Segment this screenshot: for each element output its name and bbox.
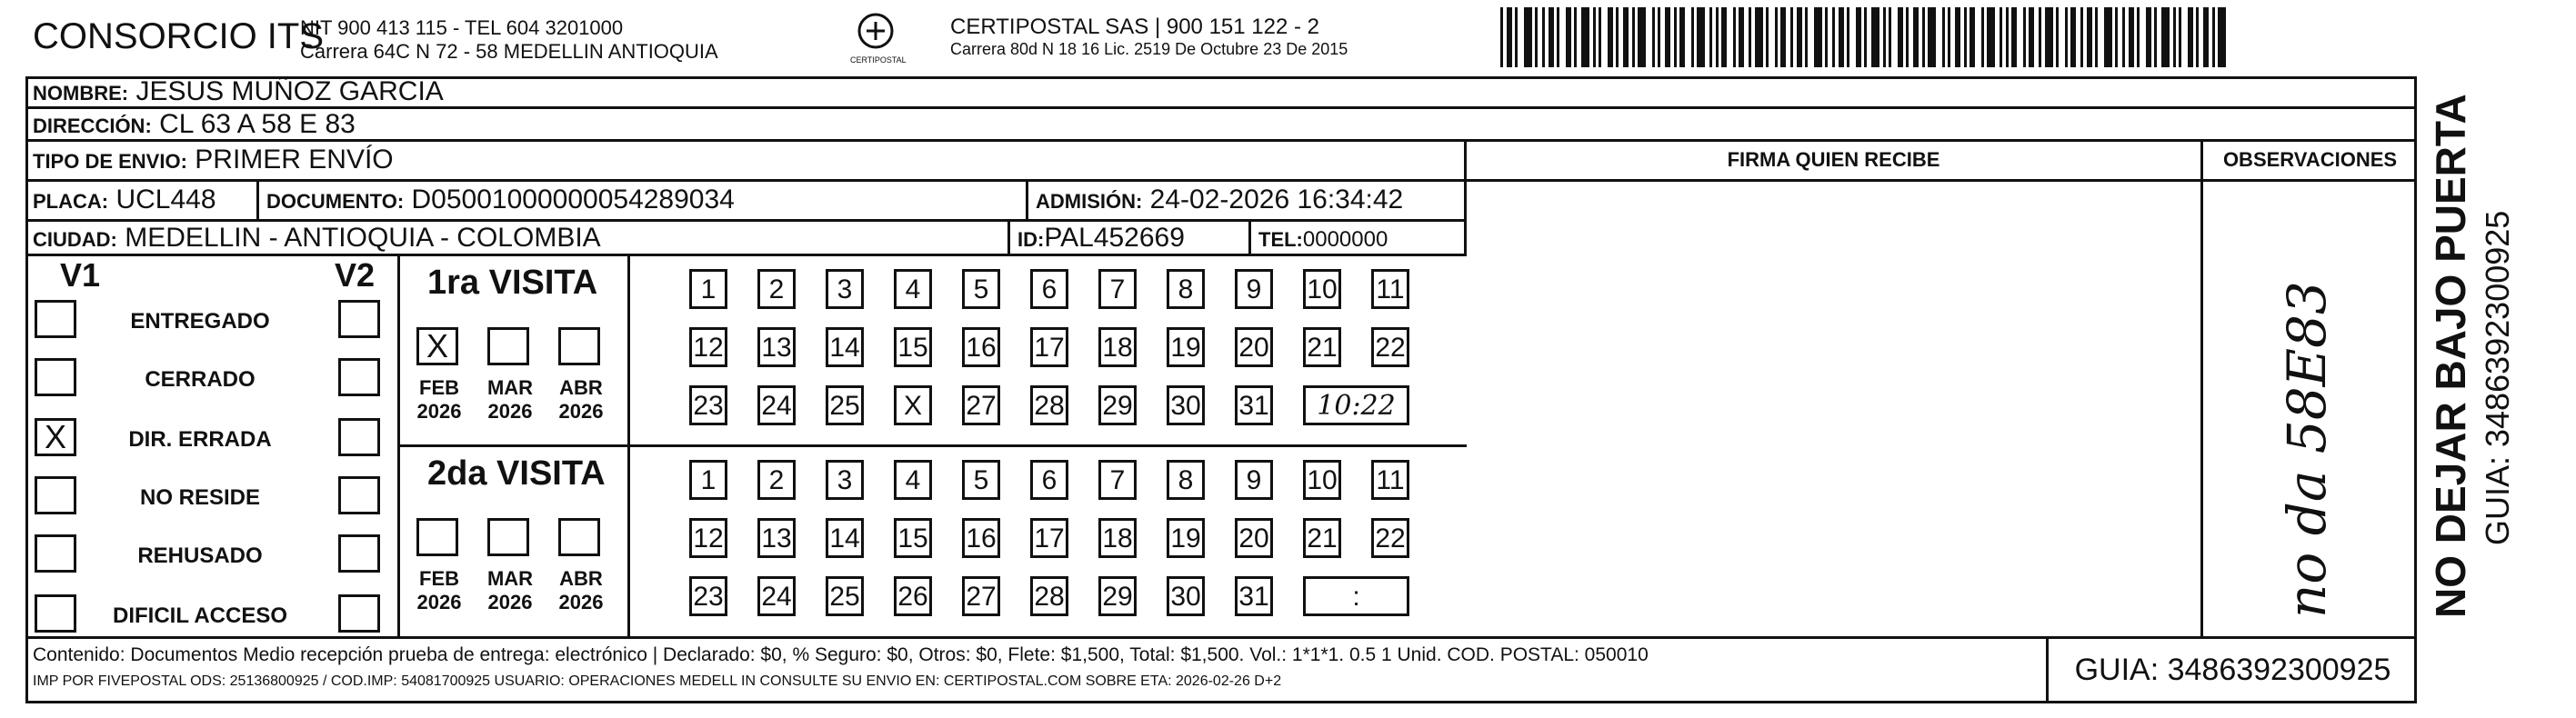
- barcode-bar: [2000, 7, 2002, 67]
- barcode-bar: [2203, 7, 2209, 67]
- barcode-bar: [1716, 7, 1719, 67]
- company-info: [300, 16, 718, 64]
- barcode-bar: [1913, 7, 1919, 67]
- barcode-bar: [2056, 7, 2059, 67]
- company-nit: NIT 900 413 115 - TEL 604 3201000: [300, 16, 624, 39]
- barcode-bar: [2095, 7, 2098, 67]
- barcode-bar: [2129, 7, 2134, 67]
- barcode-bar: [1856, 7, 1861, 67]
- barcode-bar: [2045, 7, 2053, 67]
- barcode-bar: [1871, 7, 1879, 67]
- day-box[interactable]: 4: [894, 460, 932, 500]
- v2-checkbox[interactable]: [338, 534, 380, 573]
- barcode-bar: [2212, 7, 2215, 67]
- barcode-bar: [1507, 7, 1512, 67]
- day-box[interactable]: 3: [826, 460, 864, 500]
- carrier-name: CERTIPOSTAL SAS | 900 151 122 - 2: [950, 15, 1319, 39]
- day-box[interactable]: 25: [826, 576, 864, 616]
- visit2-panel: [400, 447, 1467, 636]
- day-box[interactable]: 27: [962, 385, 1000, 425]
- barcode-bar: [1864, 7, 1867, 67]
- barcode-bar: [1674, 7, 1677, 67]
- barcode-bar: [1515, 7, 1518, 67]
- day-box[interactable]: 3: [826, 269, 864, 309]
- barcode-bar: [2006, 7, 2009, 67]
- logo-caption: CERTIPOSTAL: [850, 55, 907, 65]
- v1-checkbox[interactable]: X: [35, 418, 76, 456]
- obs-handwritten: no da 58E83: [2276, 281, 2338, 618]
- day-box[interactable]: 6: [1030, 269, 1068, 309]
- carrier-address: Carrera 80d N 18 16 Lic. 2519 De Octubre 23 De 2015: [950, 40, 1348, 58]
- barcode-bar: [2087, 7, 2092, 67]
- day-box[interactable]: 18: [1098, 518, 1137, 558]
- day-box[interactable]: 6: [1030, 460, 1068, 500]
- row-direccion: DIRECCIÓN: CL 63 A 58 E 83: [25, 109, 2417, 142]
- day-box[interactable]: 31: [1235, 385, 1273, 425]
- v2-checkbox[interactable]: [338, 358, 380, 396]
- month-checkbox[interactable]: [558, 518, 600, 556]
- visit2-title: 2da VISITA: [427, 454, 606, 493]
- barcode-bar: [1775, 7, 1778, 67]
- row-nombre: NOMBRE: JESUS MUÑOZ GARCIA: [25, 76, 2417, 109]
- v1-checkbox[interactable]: [35, 476, 76, 514]
- day-box[interactable]: 1: [689, 269, 727, 309]
- barcode-bar: [1542, 7, 1545, 67]
- month-label: ABR 2026: [558, 567, 604, 613]
- day-box[interactable]: 10: [1303, 269, 1341, 309]
- month-checkbox[interactable]: [558, 327, 600, 365]
- barcode-bar: [2137, 7, 2140, 67]
- v2-checkbox[interactable]: [338, 476, 380, 514]
- day-box[interactable]: 26: [894, 576, 932, 616]
- day-box[interactable]: 14: [826, 518, 864, 558]
- day-box[interactable]: 23: [689, 385, 727, 425]
- day-box[interactable]: 19: [1167, 327, 1205, 367]
- barcode-bar: [1599, 7, 1601, 67]
- day-box[interactable]: 5: [962, 460, 1000, 500]
- barcode-bar: [1549, 7, 1554, 67]
- barcode-bar: [2188, 7, 2193, 67]
- barcode-bar: [1755, 7, 1763, 67]
- time-box[interactable]: 10:22: [1303, 385, 1409, 425]
- barcode-bar: [1981, 7, 1984, 67]
- barcode-bar: [1608, 7, 1613, 67]
- day-box[interactable]: 13: [757, 518, 796, 558]
- barcode-bar: [2179, 7, 2181, 67]
- firma-area[interactable]: [1467, 182, 2203, 636]
- row-tipo: TIPO DE ENVIO: PRIMER ENVÍO: [25, 142, 1467, 182]
- barcode-bar: [2080, 7, 2083, 67]
- logo-icon: [856, 11, 896, 51]
- barcode-bar: [2196, 7, 2199, 67]
- placa-value: UCL448: [115, 184, 216, 214]
- day-box[interactable]: 21: [1303, 518, 1341, 558]
- documento-value: D05001000000054289034: [411, 184, 735, 214]
- day-box[interactable]: 11: [1371, 460, 1409, 500]
- time-box[interactable]: :: [1303, 576, 1409, 616]
- barcode-bar: [1623, 7, 1629, 67]
- day-box[interactable]: 8: [1167, 460, 1205, 500]
- status-label: NO RESIDE: [139, 485, 261, 510]
- visit-divider: [627, 256, 630, 636]
- v1-checkbox[interactable]: [35, 358, 76, 396]
- barcode-bar: [2173, 7, 2176, 67]
- barcode-bar: [2023, 7, 2026, 67]
- day-box[interactable]: 2: [757, 460, 796, 500]
- status-label: ENTREGADO: [130, 309, 270, 334]
- barcode-bar: [1955, 7, 1960, 67]
- barcode-bar: [2070, 7, 2076, 67]
- barcode-bar: [1987, 7, 1995, 67]
- day-box[interactable]: 25: [826, 385, 864, 425]
- day-box[interactable]: 30: [1167, 385, 1205, 425]
- month-checkbox[interactable]: [487, 518, 529, 556]
- barcode-bar: [1652, 7, 1655, 67]
- day-box[interactable]: 29: [1098, 576, 1137, 616]
- barcode-bar: [1825, 7, 1828, 67]
- barcode-bar: [1906, 7, 1909, 67]
- v2-checkbox[interactable]: [338, 300, 380, 338]
- barcode-bar: [1964, 7, 1967, 67]
- ciudad-value: MEDELLIN - ANTIOQUIA - COLOMBIA: [125, 223, 601, 253]
- barcode-bar: [1638, 7, 1646, 67]
- day-box[interactable]: 11: [1371, 269, 1409, 309]
- barcode-bar: [1658, 7, 1660, 67]
- barcode-bar: [1566, 7, 1571, 67]
- day-box[interactable]: 7: [1098, 460, 1137, 500]
- month-checkbox[interactable]: [487, 327, 529, 365]
- footer-line1: Contenido: Documentos Medio recepción prueba de entrega: electrónico | Declarado: $0, % Seguro: $0, Otros: $0, Flete: $1,500, Total: $1,500. Vol.: 1*1*1. 0.5 1 Unid. COD. POSTAL: 050010: [33, 644, 1649, 665]
- day-box[interactable]: 1: [689, 460, 727, 500]
- day-box[interactable]: 31: [1235, 576, 1273, 616]
- barcode-bar: [1814, 7, 1822, 67]
- status-label: DIR. ERRADA: [128, 427, 272, 452]
- obs-area[interactable]: [2203, 182, 2417, 636]
- day-box[interactable]: 20: [1235, 327, 1273, 367]
- barcode-bar: [1557, 7, 1559, 67]
- day-box[interactable]: 2: [757, 269, 796, 309]
- day-box[interactable]: 27: [962, 576, 1000, 616]
- row-ciudad: CIUDAD: MEDELLIN - ANTIOQUIA - COLOMBIA ID:PAL452669 TEL:0000000: [25, 222, 1467, 256]
- day-box[interactable]: 16: [962, 518, 1000, 558]
- day-box[interactable]: 8: [1167, 269, 1205, 309]
- day-box[interactable]: 15: [894, 518, 932, 558]
- day-box[interactable]: 14: [826, 327, 864, 367]
- footer-line2: IMP POR FIVEPOSTAL ODS: 25136800925 / COD.IMP: 54081700925 USUARIO: OPERACIONES MEDELL IN CONSULTE SU ENVIO EN: CERTIPOSTAL.COM SOBRE ETA: 2026-02-26 D+2: [33, 673, 1282, 689]
- day-box[interactable]: 20: [1235, 518, 1273, 558]
- barcode-bar: [2146, 7, 2151, 67]
- v2-checkbox[interactable]: [338, 418, 380, 456]
- barcode-bar: [1832, 7, 1835, 67]
- company-address: Carrera 64C N 72 - 58 MEDELLIN ANTIOQUIA: [300, 40, 718, 63]
- nombre-value: JESUS MUÑOZ GARCIA: [135, 76, 444, 106]
- v1-checkbox[interactable]: [35, 300, 76, 338]
- month-label: FEB 2026: [416, 567, 462, 613]
- barcode-bar: [1574, 7, 1577, 67]
- barcode-bar: [2115, 7, 2118, 67]
- admision-value: 24-02-2026 16:34:42: [1149, 184, 1404, 214]
- barcode-bar: [1970, 7, 1975, 67]
- status-label: CERRADO: [145, 367, 256, 392]
- barcode-bar: [1749, 7, 1751, 67]
- day-box[interactable]: 9: [1235, 460, 1273, 500]
- day-box[interactable]: 4: [894, 269, 932, 309]
- barcode-bar: [2029, 7, 2034, 67]
- barcode-bar: [2104, 7, 2112, 67]
- id-value: PAL452669: [1044, 223, 1185, 253]
- day-box[interactable]: 18: [1098, 327, 1137, 367]
- barcode-bar: [1500, 7, 1503, 67]
- company-name: CONSORCIO ITS: [33, 16, 325, 56]
- direccion-value: CL 63 A 58 E 83: [159, 109, 356, 139]
- barcode-bar: [2039, 7, 2041, 67]
- day-box[interactable]: 30: [1167, 576, 1205, 616]
- side-warning: NO DEJAR BAJO PUERTA: [2427, 94, 2474, 618]
- barcode-bar: [2218, 7, 2226, 67]
- tel-value: 0000000: [1302, 227, 1388, 252]
- day-box[interactable]: 28: [1030, 576, 1068, 616]
- barcode-bar: [1721, 7, 1727, 67]
- v1-checkbox[interactable]: [35, 534, 76, 573]
- month-checkbox[interactable]: [416, 518, 458, 556]
- day-box[interactable]: 22: [1371, 327, 1409, 367]
- barcode-bar: [1948, 7, 1950, 67]
- barcode-bar: [1679, 7, 1685, 67]
- visit1-panel: [400, 256, 1467, 447]
- day-box[interactable]: 17: [1030, 518, 1068, 558]
- barcode-bar: [1805, 7, 1808, 67]
- barcode-bar: [2011, 7, 2017, 67]
- barcode-bar: [1766, 7, 1769, 67]
- v2-label: V2: [335, 256, 376, 294]
- day-box[interactable]: X: [894, 385, 932, 425]
- barcode-bar: [1889, 7, 1891, 67]
- tipo-value: PRIMER ENVÍO: [195, 145, 394, 175]
- barcode-bar: [2065, 7, 2068, 67]
- barcode-bar: [1697, 7, 1705, 67]
- barcode-bar: [1709, 7, 1712, 67]
- barcode-bar: [1790, 7, 1793, 67]
- barcode-bar: [2122, 7, 2125, 67]
- day-box[interactable]: 28: [1030, 385, 1068, 425]
- certipostal-logo: [850, 11, 907, 65]
- barcode-bar: [2161, 7, 2170, 67]
- day-box[interactable]: 9: [1235, 269, 1273, 309]
- barcode-bar: [2154, 7, 2157, 67]
- day-box[interactable]: 24: [757, 385, 796, 425]
- carrier-info: [950, 15, 1348, 59]
- day-box[interactable]: 13: [757, 327, 796, 367]
- month-label: MAR 2026: [486, 567, 534, 613]
- obs-header: OBSERVACIONES: [2203, 142, 2417, 182]
- barcode-bar: [1581, 7, 1589, 67]
- barcode-bar: [1780, 7, 1786, 67]
- footer-guia: GUIA: 3486392300925: [2046, 639, 2417, 703]
- day-box[interactable]: 22: [1371, 518, 1409, 558]
- day-box[interactable]: 7: [1098, 269, 1137, 309]
- footer: [25, 636, 2417, 703]
- barcode-bar: [1928, 7, 1936, 67]
- day-box[interactable]: 17: [1030, 327, 1068, 367]
- barcode: [1500, 7, 2228, 67]
- barcode-bar: [1665, 7, 1670, 67]
- day-box[interactable]: 16: [962, 327, 1000, 367]
- day-box[interactable]: 10: [1303, 460, 1341, 500]
- day-box[interactable]: 12: [689, 327, 727, 367]
- barcode-bar: [1898, 7, 1903, 67]
- barcode-bar: [1593, 7, 1596, 67]
- barcode-bar: [1632, 7, 1635, 67]
- v1-label: V1: [60, 256, 101, 294]
- day-box[interactable]: 23: [689, 576, 727, 616]
- month-label: ABR 2026: [558, 376, 604, 423]
- day-box[interactable]: 5: [962, 269, 1000, 309]
- barcode-bar: [1847, 7, 1849, 67]
- v1-checkbox[interactable]: [35, 594, 76, 633]
- day-box[interactable]: 19: [1167, 518, 1205, 558]
- day-box[interactable]: 29: [1098, 385, 1137, 425]
- barcode-bar: [1739, 7, 1744, 67]
- month-label: FEB 2026: [416, 376, 462, 423]
- visit1-title: 1ra VISITA: [427, 264, 598, 302]
- barcode-bar: [1797, 7, 1802, 67]
- side-guia: GUIA: 3486392300925: [2479, 210, 2516, 545]
- barcode-bar: [1883, 7, 1886, 67]
- row-placa: PLACA: UCL448 DOCUMENTO: D05001000000054289034 ADMISIÓN: 24-02-2026 16:34:42: [25, 182, 1467, 222]
- v2-checkbox[interactable]: [338, 594, 380, 633]
- status-label: DIFICIL ACCESO: [112, 603, 287, 628]
- barcode-bar: [1839, 7, 1844, 67]
- firma-header: FIRMA QUIEN RECIBE: [1467, 142, 2203, 182]
- barcode-bar: [1733, 7, 1736, 67]
- day-box[interactable]: 21: [1303, 327, 1341, 367]
- barcode-bar: [1535, 7, 1538, 67]
- day-box[interactable]: 15: [894, 327, 932, 367]
- barcode-bar: [1922, 7, 1925, 67]
- month-label: MAR 2026: [486, 376, 534, 423]
- barcode-bar: [1524, 7, 1532, 67]
- day-box[interactable]: 24: [757, 576, 796, 616]
- barcode-bar: [1942, 7, 1945, 67]
- day-box[interactable]: 12: [689, 518, 727, 558]
- barcode-bar: [1616, 7, 1619, 67]
- month-checkbox[interactable]: X: [416, 327, 458, 365]
- barcode-bar: [1691, 7, 1694, 67]
- status-label: REHUSADO: [137, 543, 263, 568]
- status-panel: [25, 256, 400, 636]
